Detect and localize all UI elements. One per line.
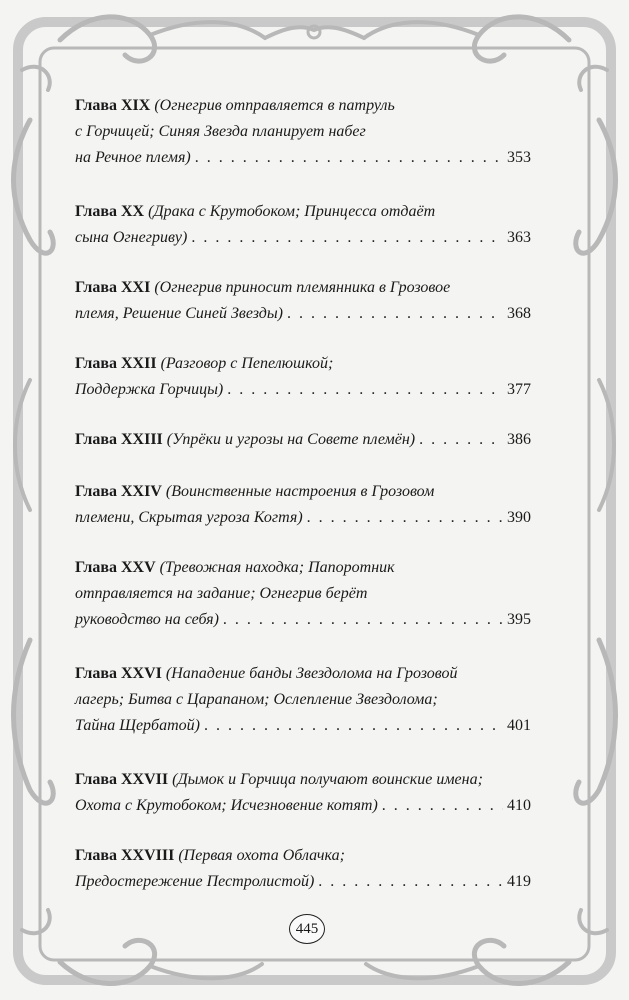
- chapter-description: (Разговор с Пепелюшкой;: [160, 355, 334, 372]
- toc-entry: [75, 93, 531, 171]
- page-number: 410: [507, 797, 531, 814]
- chapter-label: Глава XXV: [75, 559, 156, 576]
- page-number: 419: [507, 873, 531, 890]
- toc-entry: [75, 661, 531, 739]
- page-number: 386: [507, 431, 531, 448]
- chapter-description: племени, Скрытая угроза Когтя): [75, 509, 303, 526]
- dot-leader: [287, 301, 503, 327]
- chapter-description: Охота с Крутобоком; Исчезновение котят): [75, 797, 378, 814]
- page-number: 401: [507, 717, 531, 734]
- page-number: 377: [507, 381, 531, 398]
- toc-entry: [75, 767, 531, 819]
- toc-entry: [75, 275, 531, 327]
- page-folio-number: 445: [289, 914, 325, 944]
- dot-leader: [382, 793, 503, 819]
- dot-leader: [195, 145, 503, 171]
- chapter-description: (Тревожная находка; Папоротник: [159, 559, 395, 576]
- page-number: 390: [507, 509, 531, 526]
- page-number: 353: [507, 149, 531, 166]
- chapter-label: Глава XIX: [75, 97, 151, 114]
- toc-entry: [75, 843, 531, 895]
- dot-leader: [419, 427, 503, 453]
- chapter-description: Предостережение Пестролистой): [75, 873, 315, 890]
- chapter-label: Глава XXI: [75, 279, 151, 296]
- chapter-description: (Нападение банды Звездолома на Грозовой: [165, 665, 458, 682]
- chapter-description: отправляется на задание; Огнегрив берёт: [75, 585, 368, 602]
- page-number: 363: [507, 229, 531, 246]
- chapter-description: (Первая охота Облачка;: [178, 847, 345, 864]
- dot-leader: [204, 713, 503, 739]
- dot-leader: [227, 377, 503, 403]
- toc-entry: [75, 555, 531, 633]
- toc-entry: [75, 351, 531, 403]
- chapter-label: Глава XXII: [75, 355, 157, 372]
- toc-entry: [75, 479, 531, 531]
- chapter-description: (Огнегрив приносит племянника в Грозовое: [154, 279, 451, 296]
- chapter-description: руководство на себя): [75, 611, 219, 628]
- chapter-description: Поддержка Горчицы): [75, 381, 224, 398]
- chapter-description: лагерь; Битва с Царапаном; Ослепление Звездолома;: [75, 691, 438, 708]
- chapter-description: с Горчицей; Синяя Звезда планирует набег: [75, 123, 366, 140]
- dot-leader: [191, 225, 503, 251]
- chapter-label: Глава XXVII: [75, 771, 169, 788]
- chapter-label: Глава XXIV: [75, 483, 162, 500]
- chapter-label: Глава XXVIII: [75, 847, 175, 864]
- chapter-description: (Воинственные настроения в Грозовом: [165, 483, 435, 500]
- chapter-label: Глава XXVI: [75, 665, 162, 682]
- chapter-description: племя, Решение Синей Звезды): [75, 305, 283, 322]
- page-number: 395: [507, 611, 531, 628]
- chapter-label: Глава XX: [75, 203, 145, 220]
- toc-entry: [75, 427, 531, 453]
- dot-leader: [318, 869, 503, 895]
- chapter-description: (Упрёки и угрозы на Совете племён): [166, 431, 416, 448]
- dot-leader: [307, 505, 503, 531]
- chapter-description: Тайна Щербатой): [75, 717, 200, 734]
- chapter-description: (Драка с Крутобоком; Принцесса отдаёт: [148, 203, 436, 220]
- chapter-description: (Дымок и Горчица получают воинские имена;: [172, 771, 483, 788]
- chapter-description: на Речное племя): [75, 149, 191, 166]
- chapter-description: (Огнегрив отправляется в патруль: [154, 97, 395, 114]
- toc-entry: [75, 199, 531, 251]
- dot-leader: [223, 607, 503, 633]
- chapter-description: сына Огнегриву): [75, 229, 188, 246]
- page-number: 368: [507, 305, 531, 322]
- chapter-label: Глава XXIII: [75, 431, 163, 448]
